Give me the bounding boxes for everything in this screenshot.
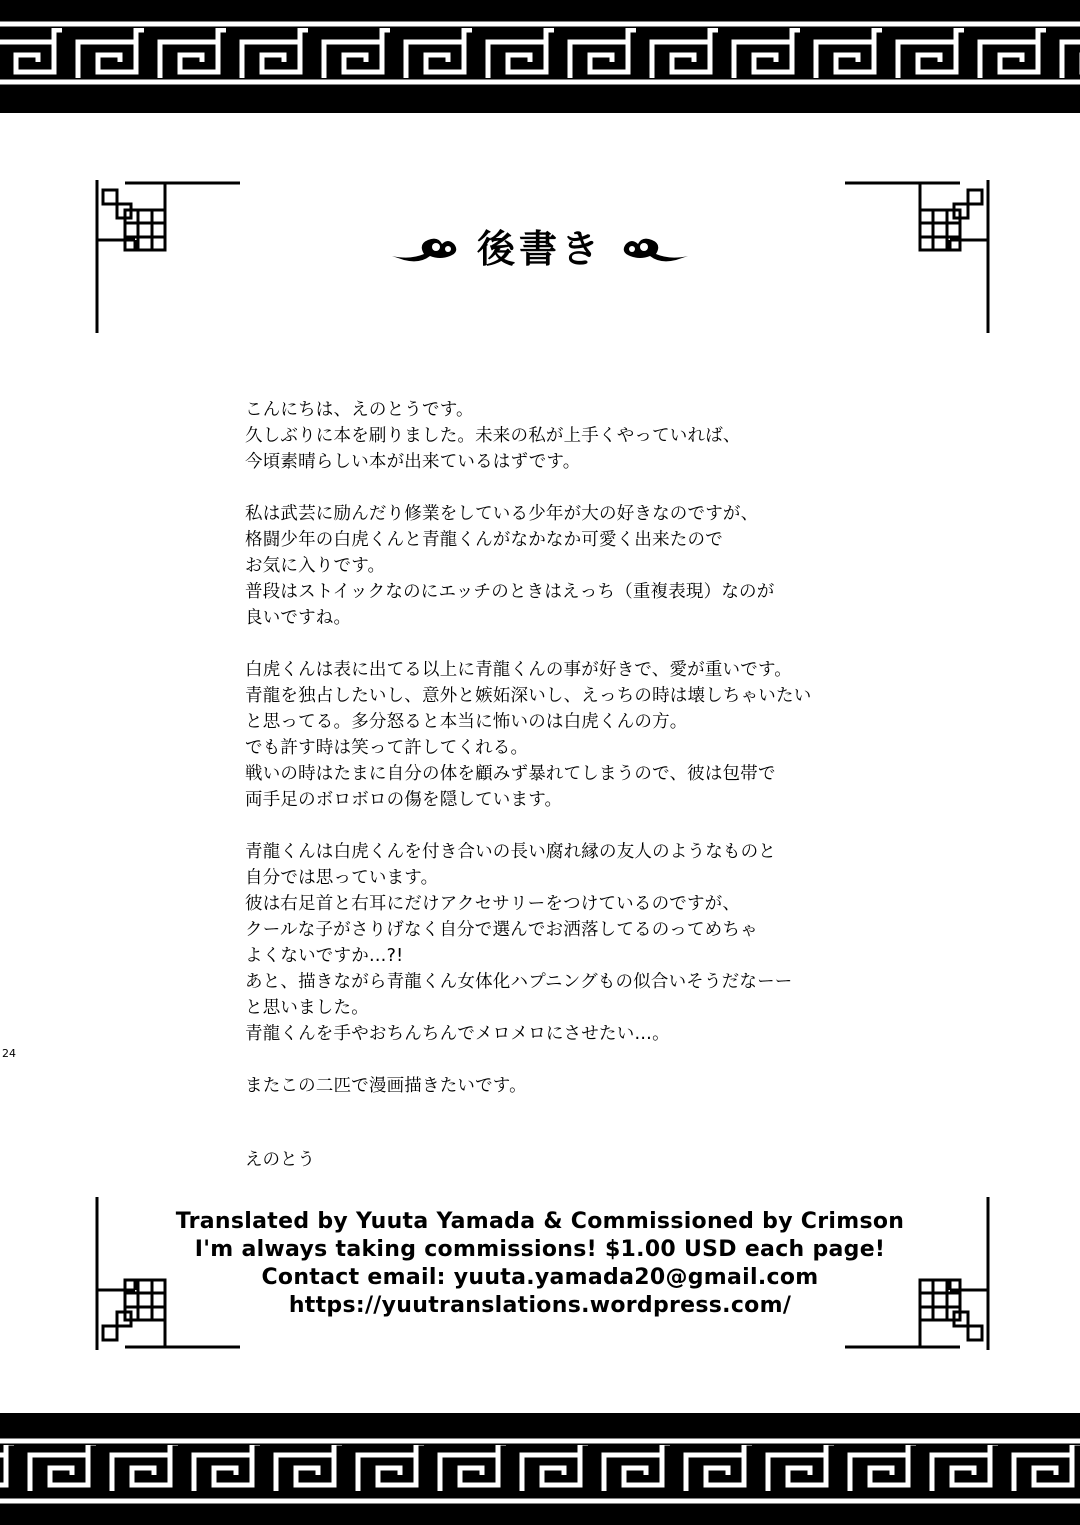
- text-line: 久しぶりに本を刷りました。未来の私が上手くやっていれば、: [245, 426, 741, 446]
- credit-website-link[interactable]: https://yuutranslations.wordpress.com/: [288, 1293, 792, 1318]
- paragraph: [245, 1073, 885, 1099]
- afterword-body: [245, 397, 885, 1125]
- text-line: あと、描きながら青龍くん女体化ハプニングもの似合いそうだなーー: [245, 972, 793, 992]
- text-line: 青龍くんは白虎くんを付き合いの長い腐れ縁の友人のようなものと: [245, 842, 776, 862]
- bottom-greek-key-border: [0, 1413, 1080, 1525]
- text-line: 格闘少年の白虎くんと青龍くんがなかなか可愛く出来たので: [245, 530, 723, 550]
- credit-commissions-line: I'm always taking commissions! $1.00 USD each page!: [194, 1237, 886, 1262]
- text-line: 私は武芸に励んだり修業をしている少年が大の好きなのですが、: [245, 504, 759, 524]
- title-text: 後書き: [476, 226, 603, 271]
- text-line: と思ってる。多分怒ると本当に怖いのは白虎くんの方。: [245, 712, 688, 732]
- page-number: 24: [2, 1047, 16, 1060]
- text-line: 今頃素晴らしい本が出来ているはずです。: [245, 452, 581, 472]
- top-greek-key-border: [0, 0, 1080, 113]
- credit-translator-line: Translated by Yuuta Yamada & Commissioned by Crimson: [175, 1209, 905, 1234]
- text-line: またこの二匹で漫画描きたいです。: [245, 1076, 527, 1096]
- paragraph: [245, 397, 885, 475]
- afterword-title: [0, 218, 1080, 275]
- text-line: 青龍を独占したいし、意外と嫉妬深いし、えっちの時は壊しちゃいたい: [245, 686, 812, 706]
- text-line: 両手足のボロボロの傷を隠しています。: [245, 790, 563, 810]
- text-line: お気に入りです。: [245, 556, 386, 576]
- author-signature: えのとう: [245, 1150, 315, 1170]
- text-line: でも許す時は笑って許してくれる。: [245, 738, 529, 758]
- text-line: クールな子がさりげなく自分で選んでお洒落してるのってめちゃ: [245, 920, 758, 940]
- text-line: と思いました。: [245, 998, 369, 1018]
- paragraph: [245, 839, 885, 1047]
- translator-credits: [140, 1208, 940, 1320]
- text-line: 良いですね。: [245, 608, 352, 628]
- text-line: 青龍くんを手やおちんちんでメロメロにさせたい…。: [245, 1024, 670, 1044]
- cloud-ornament-left-icon: [390, 230, 460, 275]
- paragraph: [245, 657, 885, 813]
- text-line: 白虎くんは表に出てる以上に青龍くんの事が好きで、愛が重いです。: [245, 660, 792, 680]
- text-line: 自分では思っています。: [245, 868, 439, 888]
- text-line: こんにちは、えのとうです。: [245, 400, 474, 420]
- text-line: 普段はストイックなのにエッチのときはえっち（重複表現）なのが: [245, 582, 775, 602]
- cloud-ornament-right-icon: [620, 230, 690, 275]
- credit-contact-email: Contact email: yuuta.yamada20@gmail.com: [261, 1265, 819, 1290]
- text-line: 彼は右足首と右耳にだけアクセサリーをつけているのですが、: [245, 894, 741, 914]
- text-line: よくないですか…?!: [245, 946, 404, 966]
- paragraph: [245, 501, 885, 631]
- text-line: 戦いの時はたまに自分の体を顧みず暴れてしまうので、彼は包帯で: [245, 764, 776, 784]
